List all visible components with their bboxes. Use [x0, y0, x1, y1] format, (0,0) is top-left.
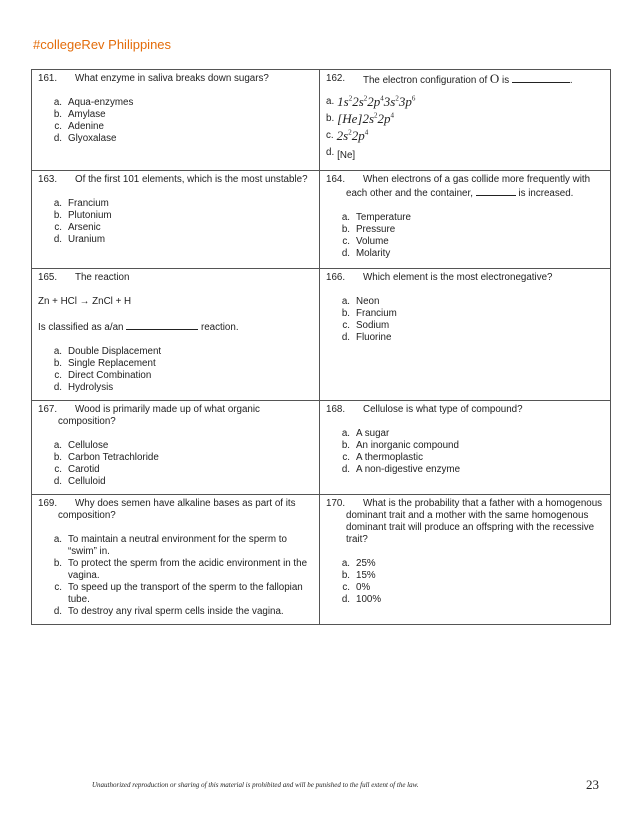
question-text: The reaction: [75, 272, 130, 283]
question-number: 167.: [38, 404, 58, 415]
option-a[interactable]: a. Double Displacement: [53, 346, 162, 357]
option-a[interactable]: a. Aqua-enzymes: [53, 97, 134, 108]
question-text: Which element is the most electronegative?: [363, 272, 553, 283]
option-b[interactable]: b. Plutonium: [53, 210, 112, 221]
page-header: #collegeRev Philippines: [33, 37, 172, 52]
question-162: [320, 70, 611, 171]
option-d[interactable]: d. Glyoxalase: [53, 133, 117, 144]
option-d[interactable]: d. A non-digestive enzyme: [341, 464, 461, 475]
option-a[interactable]: a. $1s^22s^22p^43s^23p^6$: [326, 94, 416, 109]
question-163: [32, 171, 320, 269]
option-b[interactable]: b. Carbon Tetrachloride: [53, 452, 159, 463]
question-text: When electrons of a gas collide more frequently with each other and the container, is increased.: [346, 174, 591, 199]
option-c[interactable]: c. $2s^22p^4$: [326, 128, 369, 143]
answer-blank: [126, 320, 198, 330]
question-text: The electron configuration of O is .: [363, 71, 573, 86]
question-text: What is the probability that a father with a homogenous dominant trait and a mother with the same homogenous dominant trait will produce an offspring with the recessive trait?: [346, 498, 603, 545]
question-167: [32, 401, 320, 495]
question-text: What enzyme in saliva breaks down sugars?: [75, 73, 269, 84]
options-list: [38, 97, 313, 145]
option-b[interactable]: b. $[He]2s^22p^4$: [326, 111, 395, 126]
option-c[interactable]: c. Sodium: [342, 320, 390, 331]
question-168: [320, 401, 611, 495]
question-164: [320, 171, 611, 269]
question-text: Cellulose is what type of compound?: [363, 404, 523, 415]
options-list: [38, 534, 313, 618]
option-c[interactable]: c. Carotid: [54, 464, 100, 475]
options-list: [38, 198, 313, 246]
question-165: [32, 269, 320, 401]
electron-config-b: $[He]2s^22p^4$: [337, 111, 395, 126]
option-c[interactable]: c. Arsenic: [54, 222, 101, 233]
question-number: 169.: [38, 498, 58, 509]
question-text: Wood is primarily made up of what organic composition?: [58, 404, 260, 427]
option-c[interactable]: c. Direct Combination: [54, 370, 152, 381]
question-text: Why does semen have alkaline bases as part of its composition?: [58, 498, 296, 521]
option-d[interactable]: d. Molarity: [341, 248, 391, 259]
question-number: 162.: [326, 73, 346, 84]
question-number: 164.: [326, 174, 346, 185]
option-a[interactable]: a. 25%: [341, 558, 376, 569]
question-number: 165.: [38, 272, 58, 283]
options-list: [326, 296, 604, 344]
option-c[interactable]: c. To speed up the transport of the sperm to the fallopian tube.: [54, 582, 303, 605]
option-b[interactable]: b. Single Replacement: [53, 358, 156, 369]
options-list: [38, 440, 313, 488]
electron-config-a: $1s^22s^22p^43s^23p^6$: [337, 94, 416, 109]
question-number: 163.: [38, 174, 58, 185]
option-a[interactable]: a. Francium: [53, 198, 109, 209]
question-161: [32, 70, 320, 171]
page-number: 23: [586, 777, 599, 792]
option-b[interactable]: b. Amylase: [53, 109, 106, 120]
option-b[interactable]: b. To protect the sperm from the acidic environment in the vagina.: [53, 558, 308, 581]
option-c[interactable]: c. 0%: [342, 582, 371, 593]
answer-blank: [512, 73, 570, 83]
reaction-equation: Zn + HCl → ZnCl + H: [38, 296, 132, 307]
option-d[interactable]: d. Fluorine: [341, 332, 392, 343]
electron-config-c: $2s^22p^4$: [336, 128, 369, 143]
options-list: [326, 93, 604, 164]
question-number: 170.: [326, 498, 346, 509]
option-b[interactable]: b. An inorganic compound: [341, 440, 459, 451]
option-c[interactable]: c. A thermoplastic: [342, 452, 423, 463]
question-number: 168.: [326, 404, 346, 415]
option-d[interactable]: d. 100%: [341, 594, 382, 605]
footer-disclaimer: Unauthorized reproduction or sharing of this material is prohibited and will be punished to the full extent of the law.: [92, 781, 419, 789]
question-prompt: Is classified as a/an reaction.: [38, 322, 239, 333]
option-d[interactable]: d. Hydrolysis: [53, 382, 114, 393]
options-list: [326, 212, 604, 260]
option-c[interactable]: c. Adenine: [54, 121, 104, 132]
option-d[interactable]: d. Celluloid: [53, 476, 106, 487]
option-d[interactable]: d. To destroy any rival sperm cells inside the vagina.: [53, 606, 284, 617]
question-number: 166.: [326, 272, 346, 283]
option-a[interactable]: a. A sugar: [341, 428, 390, 439]
questions-table: [31, 69, 611, 625]
question-166: [320, 269, 611, 401]
question-170: [320, 495, 611, 625]
option-b[interactable]: b. Pressure: [341, 224, 396, 235]
option-a[interactable]: a. Neon: [341, 296, 380, 307]
answer-blank: [476, 186, 516, 196]
question-169: [32, 495, 320, 625]
options-list: [38, 346, 313, 394]
question-number: 161.: [38, 73, 58, 84]
options-list: [326, 558, 604, 606]
option-a[interactable]: a. To maintain a neutral environment for the sperm to “swim” in.: [53, 534, 287, 557]
option-a[interactable]: a. Cellulose: [53, 440, 109, 451]
option-b[interactable]: b. Francium: [341, 308, 397, 319]
option-a[interactable]: a. Temperature: [341, 212, 411, 223]
option-c[interactable]: c. Volume: [342, 236, 389, 247]
options-list: [326, 428, 604, 476]
option-d[interactable]: d. [Ne]: [326, 147, 356, 161]
option-d[interactable]: d. Uranium: [53, 234, 106, 245]
option-b[interactable]: b. 15%: [341, 570, 376, 581]
question-text: Of the first 101 elements, which is the most unstable?: [75, 174, 308, 185]
